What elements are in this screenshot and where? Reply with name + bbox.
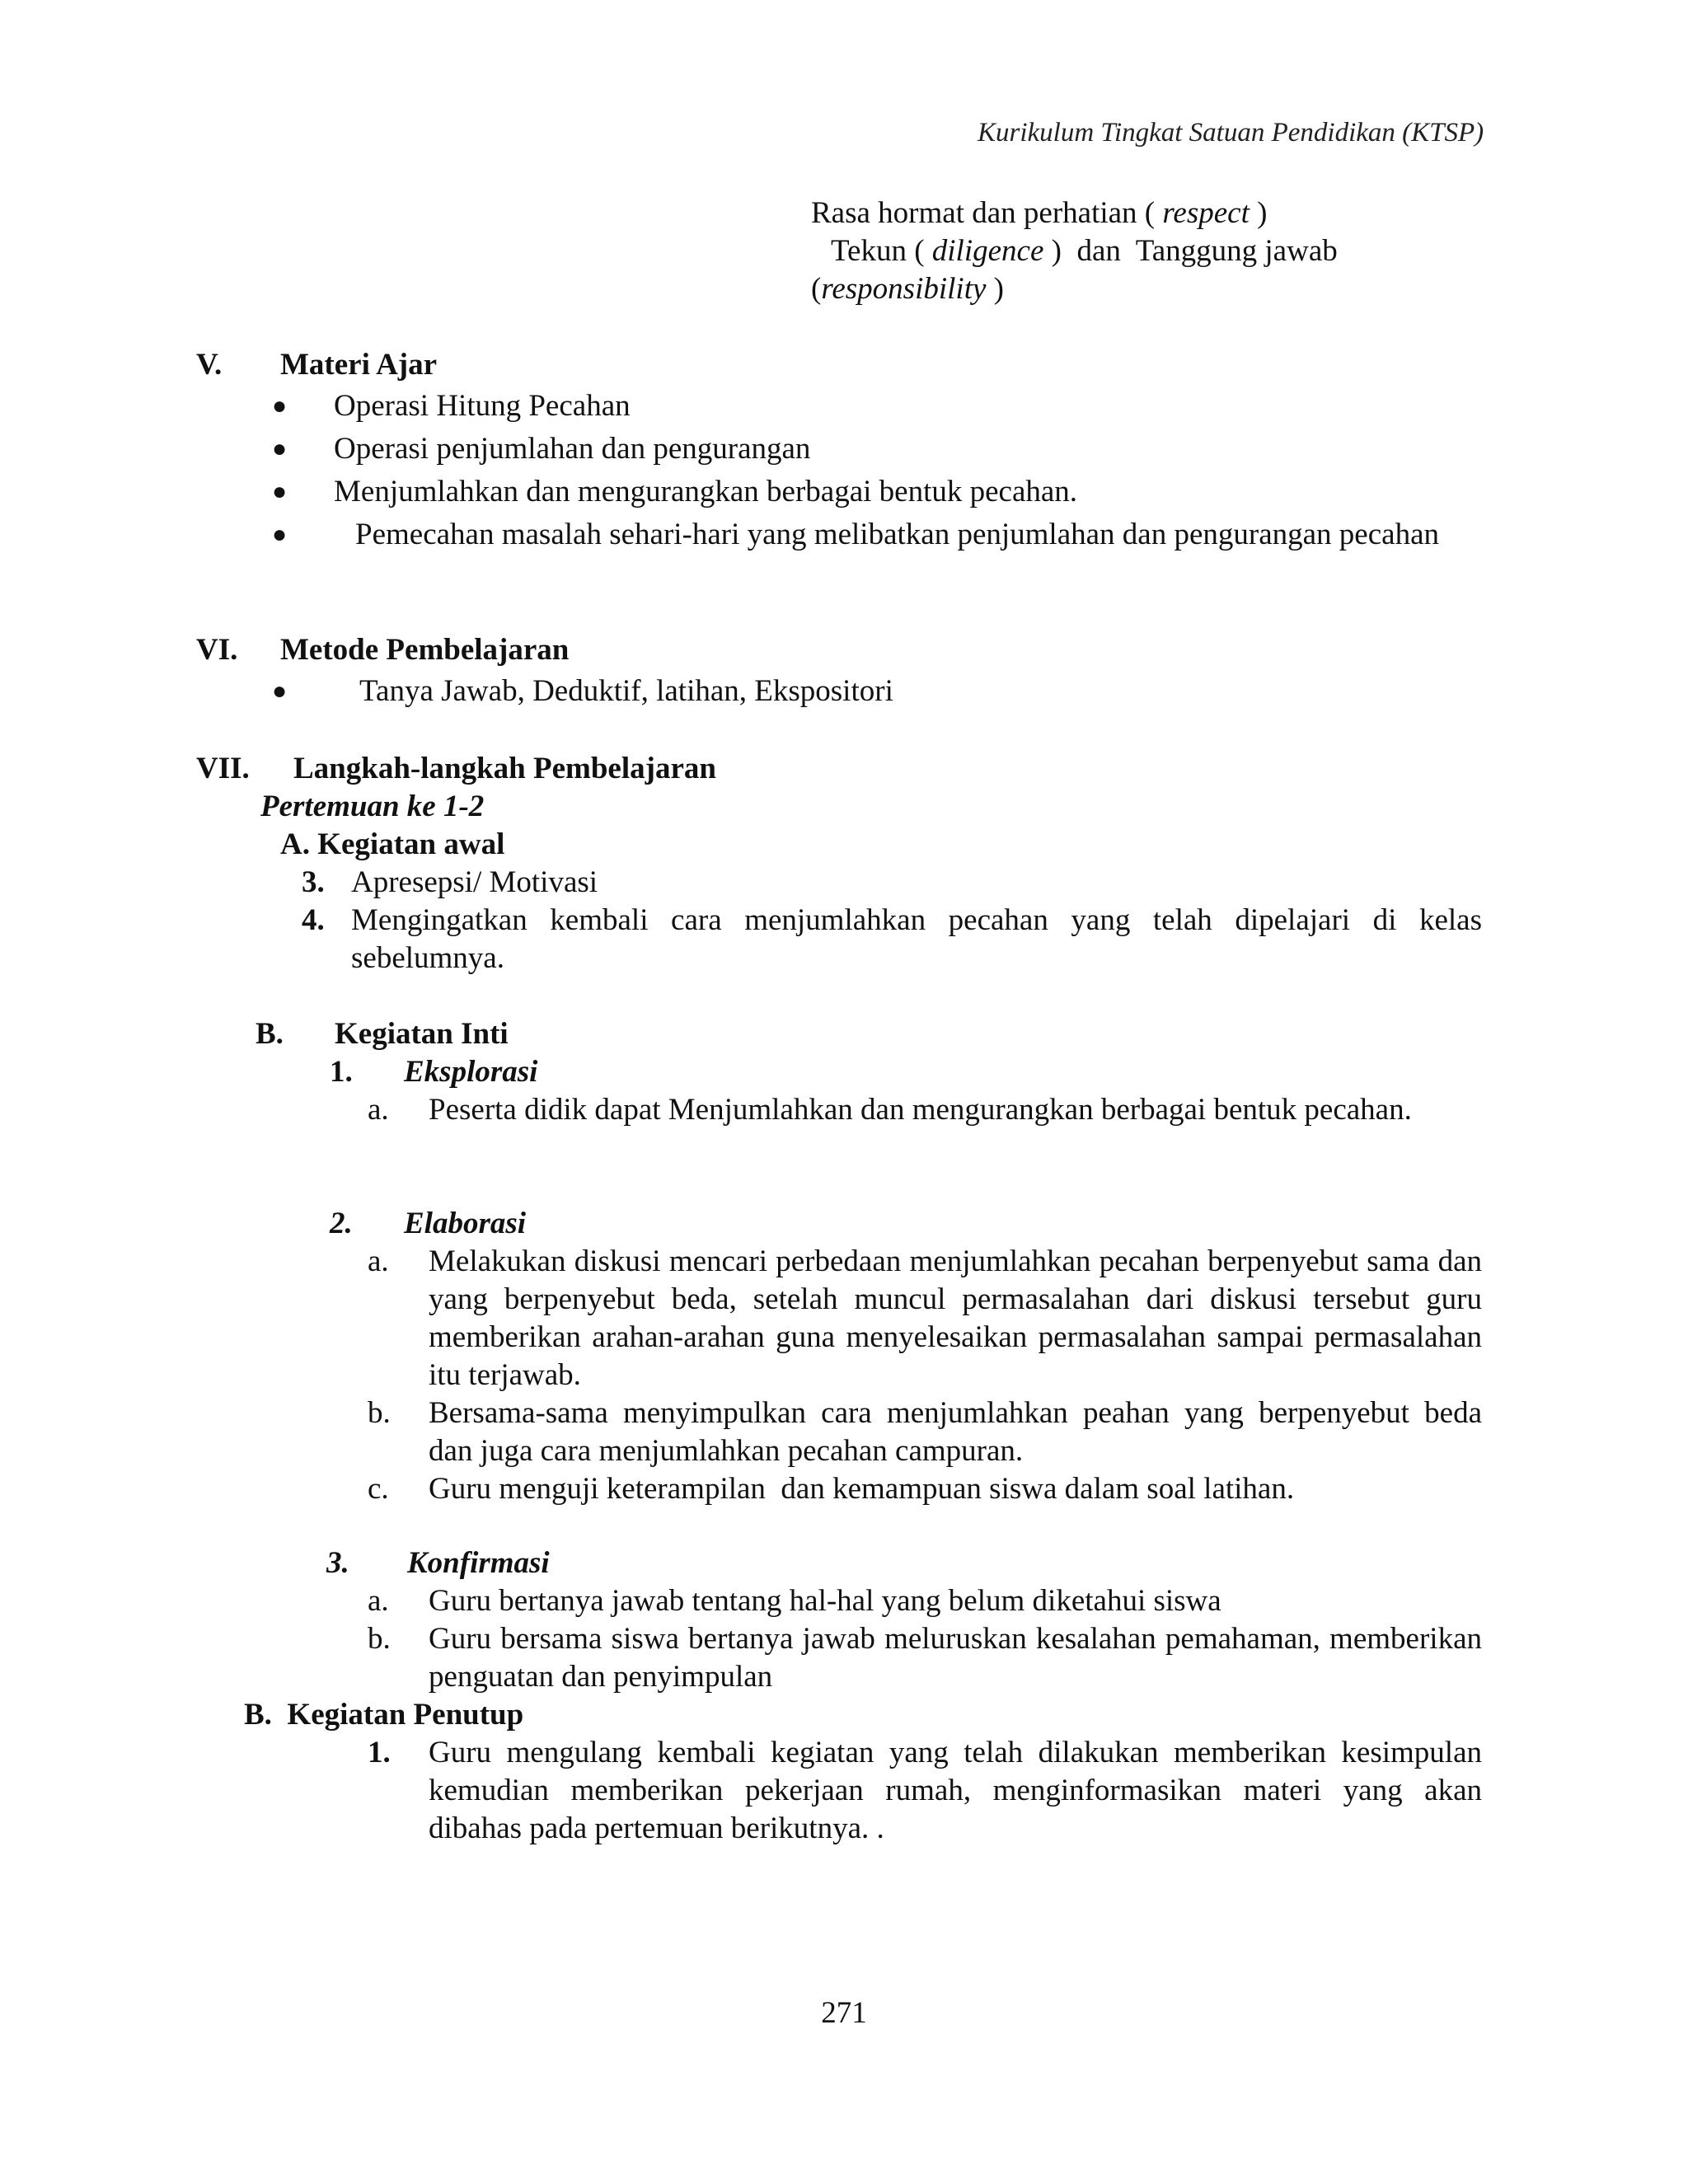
eksplorasi-item-text: Peserta didik dapat Menjumlahkan dan mengurangkan berbagai bentuk pecahan. [429, 1093, 1412, 1127]
penutup-item-text: Guru mengulang kembali kegiatan yang telah dilakukan memberikan kesimpulan kemudian memberikan pekerjaan rumah, menginformasikan materi yang akan dibahas pada pertemuan berikutnya. . [429, 1736, 1482, 1845]
kegiatan-penutup-heading: B. Kegiatan Penutup [244, 1698, 524, 1732]
bullet-icon: ● [272, 521, 288, 548]
materi-item: Operasi penjumlahan dan pengurangan [334, 432, 811, 466]
elaborasi-item-text: Melakukan diskusi mencari perbedaan menjumlahkan pecahan berpenyebut sama dan yang berpenyebut beda, setelah muncul permasalahan dari diskusi tersebut guru memberikan arahan-arahan guna menyelesaikan permasalahan sampai permasalahan itu terjawab. [429, 1244, 1482, 1392]
eksplorasi-item-letter: a. [368, 1093, 389, 1127]
elaborasi-item-letter: b. [368, 1396, 391, 1430]
running-header: Kurikulum Tingkat Satuan Pendidikan (KTSP) [978, 118, 1484, 148]
konfirmasi-item-letter: b. [368, 1622, 391, 1656]
section-v-number: V. [196, 348, 223, 382]
value-responsibility-close: ) [993, 272, 1004, 306]
bullet-icon: ● [272, 677, 288, 705]
value-respect-close: ) [1257, 196, 1268, 230]
value-responsibility-italic: responsibility [821, 272, 987, 306]
konfirmasi-number: 3. [326, 1546, 349, 1580]
kegiatan-inti-letter: B. [256, 1017, 284, 1051]
materi-item: Pemecahan masalah sehari-hari yang melibatkan penjumlahan dan pengurangan pecahan [355, 518, 1439, 551]
elaborasi-number: 2. [330, 1207, 353, 1240]
konfirmasi-item-letter: a. [368, 1584, 389, 1618]
awal-item-number: 3. [302, 865, 325, 899]
section-vi-number: VI. [196, 633, 238, 667]
materi-item: Menjumlahkan dan mengurangkan berbagai bentuk pecahan. [334, 475, 1078, 509]
value-diligence-italic: diligence [931, 234, 1044, 268]
awal-item-number: 4. [302, 903, 325, 937]
elaborasi-item-letter: c. [368, 1472, 389, 1506]
elaborasi-item-text: Bersama-sama menyimpulkan cara menjumlahkan peahan yang berpenyebut beda dan juga cara menjumlahkan pecahan campuran. [429, 1396, 1482, 1468]
konfirmasi-title: Konfirmasi [407, 1546, 550, 1580]
value-respect-text: Rasa hormat dan perhatian ( [811, 196, 1156, 230]
eksplorasi-title: Eksplorasi [404, 1055, 538, 1089]
value-respect-italic: respect [1162, 196, 1250, 230]
bullet-icon: ● [272, 478, 288, 505]
bullet-icon: ● [272, 435, 288, 462]
value-diligence-a: Tekun ( [831, 234, 925, 268]
section-v-title: Materi Ajar [280, 348, 438, 382]
value-respect-line [811, 194, 1267, 232]
awal-item-text: Apresepsi/ Motivasi [351, 865, 598, 899]
elaborasi-title: Elaborasi [404, 1207, 527, 1240]
meeting-label: Pertemuan ke 1-2 [260, 790, 485, 823]
konfirmasi-item-text: Guru bertanya jawab tentang hal-hal yang belum diketahui siswa [429, 1584, 1221, 1618]
section-vii-title: Langkah-langkah Pembelajaran [293, 752, 716, 785]
section-vii-number: VII. [196, 752, 250, 785]
value-diligence-line [831, 232, 1482, 270]
page-number: 271 [821, 1996, 867, 2030]
konfirmasi-item-text: Guru bersama siswa bertanya jawab meluruskan kesalahan pemahaman, memberikan penguatan dan penyimpulan [429, 1622, 1482, 1694]
value-responsibility-line [811, 270, 1004, 308]
section-vi-title: Metode Pembelajaran [280, 633, 570, 667]
value-diligence-b: ) dan Tanggung jawab [1051, 234, 1338, 268]
penutup-item-number: 1. [368, 1736, 391, 1769]
kegiatan-awal-heading: A. Kegiatan awal [280, 827, 505, 861]
bullet-icon: ● [272, 392, 288, 419]
materi-item: Operasi Hitung Pecahan [334, 389, 631, 423]
elaborasi-item-text: Guru menguji keterampilan dan kemampuan siswa dalam soal latihan. [429, 1472, 1295, 1506]
awal-item-text: Mengingatkan kembali cara menjumlahkan pecahan yang telah dipelajari di kelas sebelumnya. [351, 903, 1482, 975]
eksplorasi-number: 1. [330, 1055, 353, 1089]
kegiatan-inti-heading: Kegiatan Inti [335, 1017, 509, 1051]
value-responsibility-open: ( [811, 272, 822, 306]
elaborasi-item-letter: a. [368, 1244, 389, 1278]
metode-item: Tanya Jawab, Deduktif, latihan, Ekspositori [359, 674, 893, 708]
